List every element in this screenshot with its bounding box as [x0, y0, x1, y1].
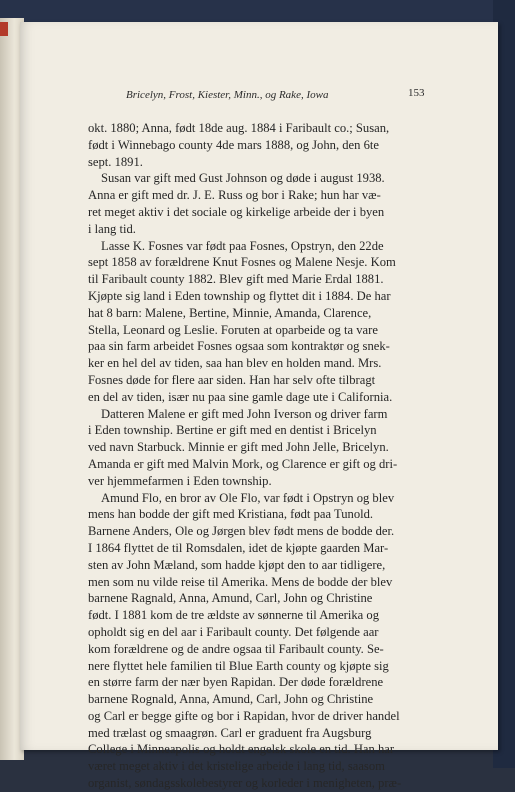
text-line: Fosnes døde for flere aar siden. Han har selv ofte tilbragt — [88, 372, 376, 387]
text-line: i Eden township. Bertine er gift med en dentist i Bricelyn — [88, 423, 377, 438]
text-line: Stella, Leonard og Leslie. Foruten at oparbeide og ta vare — [88, 322, 378, 337]
text-line: barnene Ragnald, Anna, Amund, Carl, John og Christine — [88, 591, 373, 606]
text-line: med trælast og smaagrøn. Carl er graduent fra Augsburg — [88, 725, 372, 740]
text-line: mens han bodde der gift med Kristiana, født paa Tunold. — [88, 507, 374, 522]
text-line: en del av tiden, især nu paa sine gamle dage ute i California. — [88, 389, 393, 404]
book-cover-top — [0, 0, 515, 22]
text-line: ker en hel del av tiden, saa han blev en holden mand. Mrs. — [88, 356, 382, 371]
text-line: til Faribault county 1882. Blev gift med Marie Erdal 1881. — [88, 272, 384, 287]
text-line: sept. 1891. — [88, 154, 143, 169]
text-line: i lang tid. — [88, 221, 136, 236]
text-line: en større farm der nær byen Rapidan. Der døde forældrene — [88, 675, 384, 690]
text-line: opholdt sig en del aar i Faribault county. Det følgende aar — [88, 624, 379, 639]
text-line: født i Winnebago county 4de mars 1888, og John, den 6te — [88, 137, 379, 152]
text-line: organist, søndagsskolebestyrer og korleder i menigheten, præ- — [88, 776, 402, 791]
text-line: Lasse K. Fosnes var født paa Fosnes, Opstryn, den 22de — [101, 238, 384, 253]
text-line: sten av John Mæland, som hadde kjøpt den to aar tidligere, — [88, 557, 386, 572]
text-line: Amanda er gift med Malvin Mork, og Clarence er gift og dri- — [88, 456, 398, 471]
text-line: okt. 1880; Anna, født 18de aug. 1884 i Faribault co.; Susan, — [88, 121, 390, 135]
running-title: Bricelyn, Frost, Kiester, Minn., og Rake, Iowa — [126, 89, 329, 101]
text-line: Susan var gift med Gust Johnson og døde i august 1938. — [101, 171, 385, 186]
text-line: nere flyttet hele familien til Blue Earth county og kjøpte sig — [88, 658, 389, 673]
text-line: født. I 1881 kom de tre ældste av sønnerne til Amerika og — [88, 608, 379, 623]
text-line: College i Minneapolis og holdt engelsk skole en tid. Han har — [88, 742, 395, 757]
text-line: Barnene Anders, Ole og Jørgen blev født mens de bodde der. — [88, 524, 395, 539]
text-line: kom forældrene og de andre ogsaa til Faribault county. Se- — [88, 641, 384, 656]
text-line: paa sin farm arbeidet Fosnes ogsaa som kontraktør og snek- — [88, 339, 390, 354]
text-line: ved navn Starbuck. Minnie er gift med John Jelle, Bricelyn. — [88, 440, 389, 455]
text-line: Kjøpte sig land i Eden township og flyttet dit i 1884. De har — [88, 288, 391, 303]
page-text — [88, 120, 436, 792]
text-line: sept 1858 av forældrene Knut Fosnes og Malene Nesje. Kom — [88, 255, 396, 270]
text-line: været meget aktiv i det kristelige arbeide i lang tid, saasom — [88, 759, 385, 774]
text-line: Datteren Malene er gift med John Iverson og driver farm — [101, 406, 388, 421]
text-line: I 1864 flyttet de til Romsdalen, idet de kjøpte gaarden Mar- — [88, 540, 389, 555]
bookmark-ribbon — [0, 22, 8, 36]
text-line: Anna er gift med dr. J. E. Russ og bor i Rake; hun har væ- — [88, 188, 381, 203]
text-line: ver hjemmefarmen i Eden township. — [88, 473, 272, 488]
text-line: hat 8 barn: Malene, Bertine, Minnie, Amanda, Clarence, — [88, 305, 372, 320]
text-line: ret meget aktiv i det sociale og kirkelige arbeide der i byen — [88, 204, 385, 219]
text-line: barnene Rognald, Anna, Amund, Carl, John og Christine — [88, 692, 374, 707]
text-line: og Carl er begge gifte og bor i Rapidan, hvor de driver handel — [88, 708, 400, 723]
text-line: Amund Flo, en bror av Ole Flo, var født i Opstryn og blev — [101, 490, 395, 505]
page-number: 153 — [408, 87, 425, 99]
text-line: men som nu vilde reise til Amerika. Mens de bodde der blev — [88, 574, 393, 589]
